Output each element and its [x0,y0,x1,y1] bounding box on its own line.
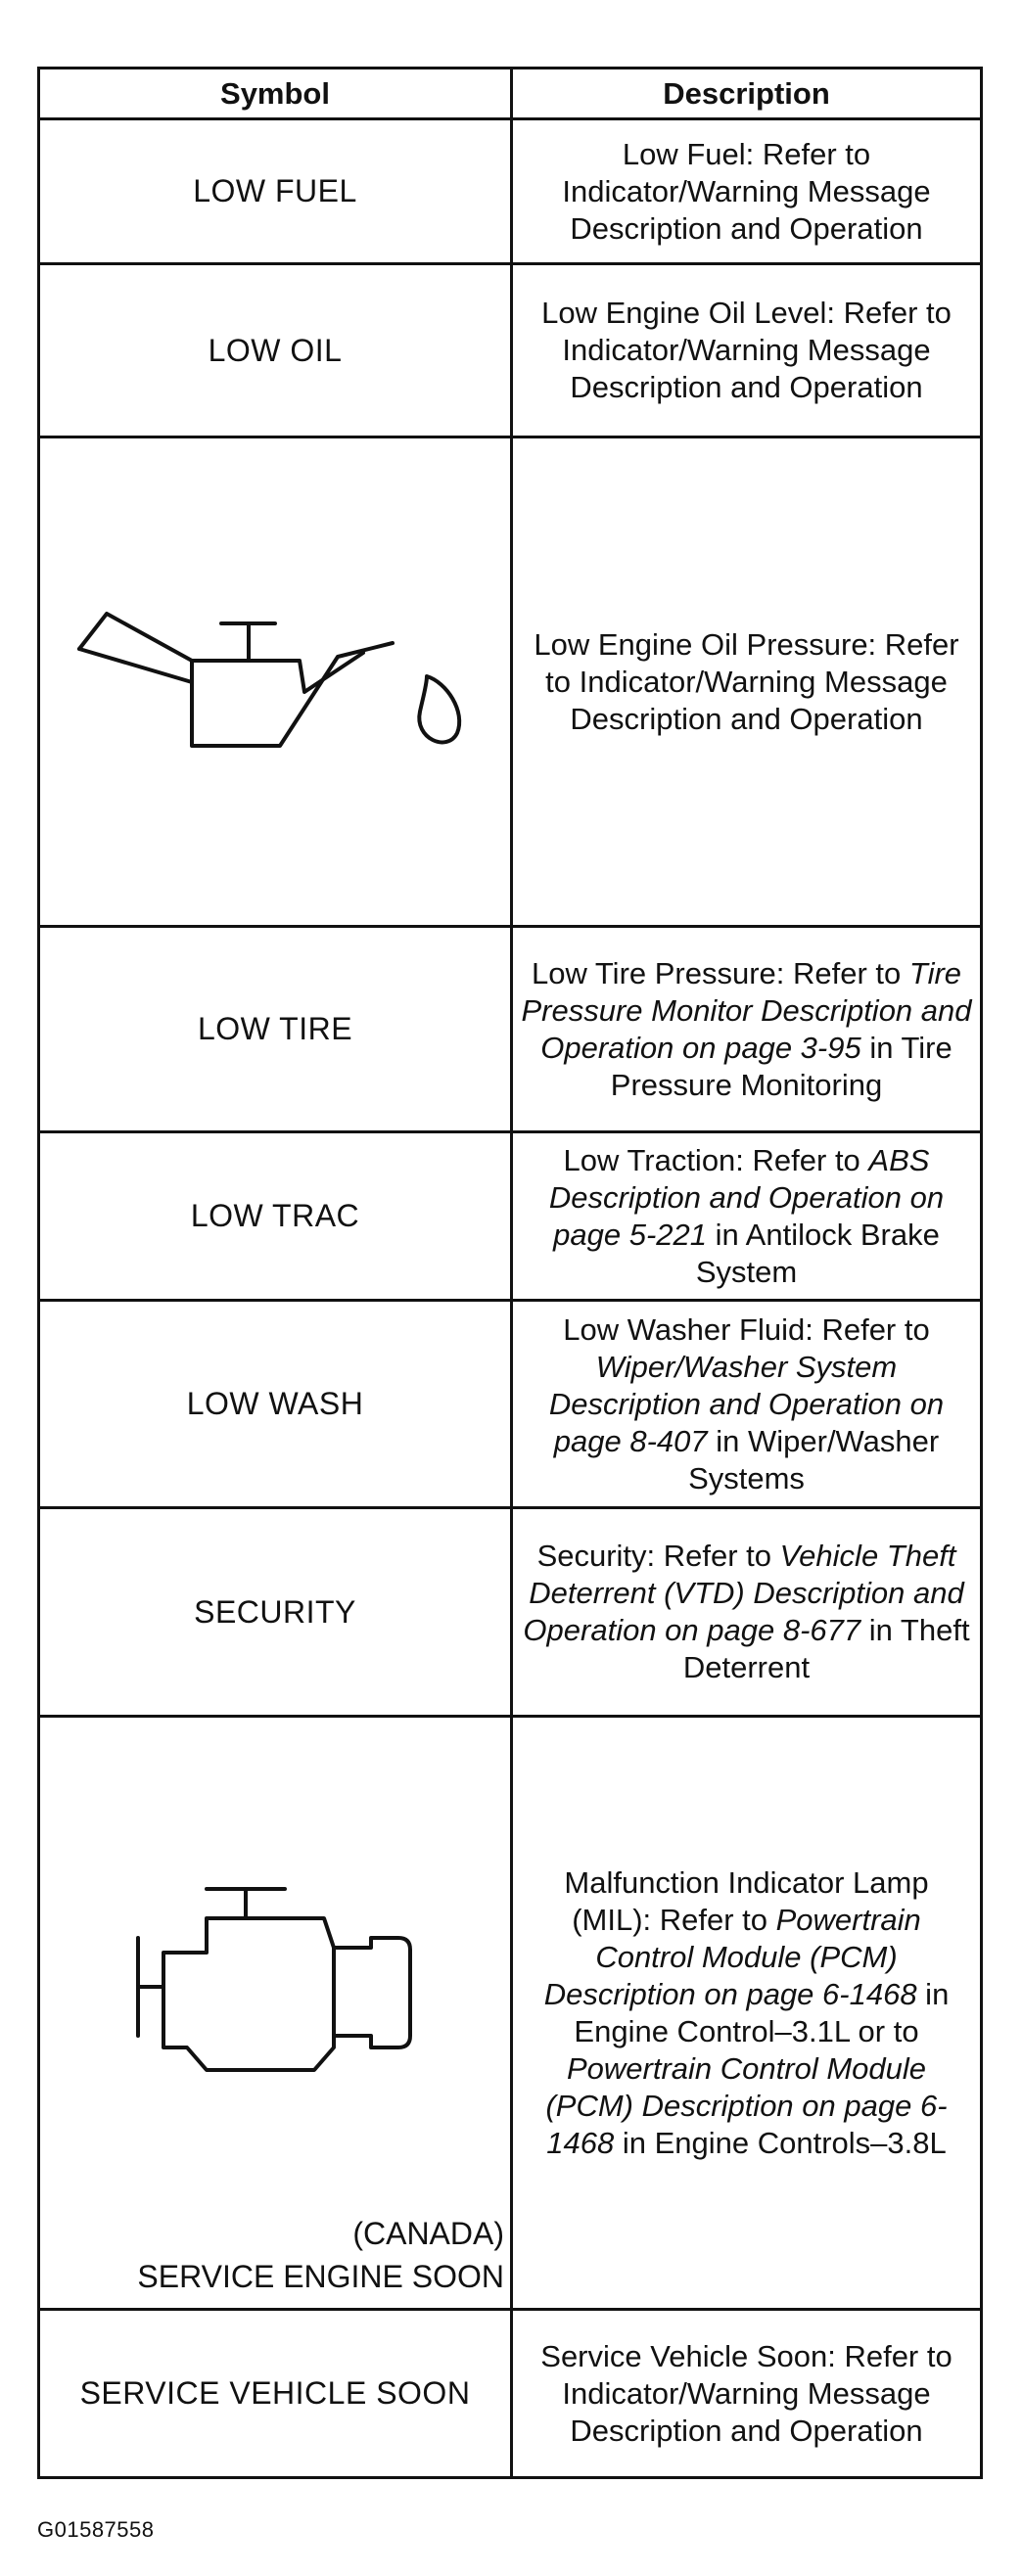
table-row [40,1718,980,2311]
indicator-table [37,67,983,2479]
symbol-low-oil: LOW OIL [40,265,513,436]
table-row [40,928,980,1133]
description-text: in Wiper/Washer Systems [688,1423,940,1495]
symbol-low-wash: LOW WASH [40,1302,513,1506]
description-low-wash [513,1302,980,1506]
figure-code: G01587558 [37,2517,155,2542]
description-text: Low Washer Fluid: Refer to [563,1311,930,1347]
description-text: Low Engine Oil Pressure: Refer to Indicator/Warning Message Description and Operation [534,626,959,736]
symbol-low-fuel: LOW FUEL [40,120,513,262]
description-text: Low Engine Oil Level: Refer to Indicator/Warning Message Description and Operation [541,296,952,404]
description-text: Low Fuel: Refer to Indicator/Warning Message Description and Operation [562,136,931,246]
symbol-low-trac: LOW TRAC [40,1133,513,1299]
description-low-oil-pressure [513,438,980,925]
description-text: Security: Refer to [536,1539,780,1573]
symbol-oil-pressure [40,438,513,925]
description-mil [513,1718,980,2308]
table-row [40,120,980,265]
description-service-vehicle-soon [513,2311,980,2476]
description-reference-link: Vehicle Theft Deterrent (VTD) Description and Operation on page 8-677 [523,1539,964,1647]
description-text: in Antilock Brake System [695,1217,940,1289]
symbol-service-engine-soon-label: SERVICE ENGINE SOON [137,2259,504,2294]
description-reference-link: Powertrain Control Module (PCM) Description on page 6-1468 [545,2050,948,2160]
engine-icon [128,1879,422,2104]
description-text: in Tire Pressure Monitoring [610,1030,952,1102]
table-row [40,1509,980,1718]
description-security [513,1509,980,1715]
table-row [40,438,980,928]
description-text: in Engine Control–3.1L or to [574,1976,950,2048]
symbol-note-canada: (CANADA) [352,2216,504,2251]
description-text: in Theft Deterrent [682,1613,970,1684]
header-description: Description [663,75,830,111]
table-row [40,2311,980,2476]
description-reference-link: Powertrain Control Module (PCM) Description on page 6-1468 [543,1902,921,2011]
description-reference-link: Tire Pressure Monitor Description and Operation on page 3-95 [521,955,972,1065]
description-text: in Engine Controls–3.8L [614,2125,947,2160]
table-row [40,1302,980,1509]
description-text: Low Tire Pressure: Refer to [531,955,909,990]
description-low-tire [513,928,980,1130]
description-text: Low Traction: Refer to [563,1142,869,1177]
symbol-low-tire: LOW TIRE [40,928,513,1130]
symbol-security: SECURITY [40,1509,513,1715]
symbol-service-engine-soon [40,1718,513,2308]
header-symbol: Symbol [40,69,513,117]
description-reference-link: Wiper/Washer System Description and Operation on page 8-407 [548,1349,945,1458]
description-text: Malfunction Indicator Lamp (MIL): Refer to [564,1864,929,1937]
description-text: Service Vehicle Soon: Refer to Indicator/Warning Message Description and Operation [540,2338,952,2448]
table-row [40,265,980,438]
description-reference-link: ABS Description and Operation on page 5-221 [548,1142,945,1252]
oil-can-icon [70,575,481,790]
table-header-row [40,69,980,120]
symbol-service-vehicle-soon: SERVICE VEHICLE SOON [40,2311,513,2476]
description-low-oil [513,265,980,436]
table-row [40,1133,980,1302]
description-low-trac [513,1133,980,1299]
description-low-fuel [513,120,980,262]
